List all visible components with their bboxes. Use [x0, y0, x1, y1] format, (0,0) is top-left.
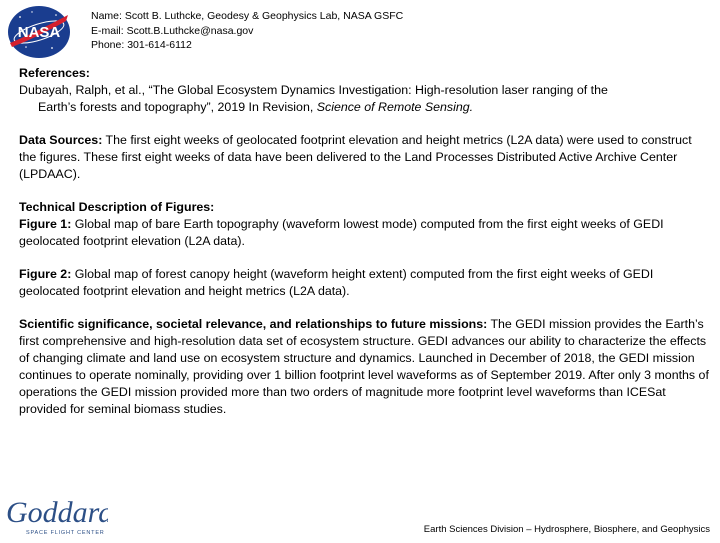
contact-name: Name: Scott B. Luthcke, Geodesy & Geophysics Lab, NASA GSFC — [91, 10, 404, 22]
division-footer: Earth Sciences Division – Hydrosphere, Biosphere, and Geophysics — [423, 524, 710, 535]
goddard-logo — [4, 494, 108, 538]
nasa-logo-text: NASA — [17, 24, 61, 41]
figure1-label: Figure 1: — [19, 217, 72, 231]
technical-heading: Technical Description of Figures: — [19, 200, 215, 214]
references-section — [19, 65, 709, 116]
contact-block — [91, 9, 403, 53]
significance-section — [19, 316, 709, 418]
references-journal: Science of Remote Sensing. — [316, 100, 474, 114]
figure2-text: Global map of forest canopy height (waveform height extent) computed from the first eight weeks of GEDI geolocated footprint elevation and height metrics (L2A data). — [19, 267, 654, 298]
contact-phone: Phone: 301-614-6112 — [91, 39, 192, 51]
data-sources-text: The first eight weeks of geolocated footprint elevation and height metrics (L2A data) were used to construct the figures. These first eight weeks of data have been delivered to the Land Processes Distributed Active Archive Center (LPDAAC). — [19, 133, 692, 181]
goddard-logo-text: Goddard — [6, 496, 108, 529]
main-content — [19, 65, 709, 434]
goddard-tagline: SPACE FLIGHT CENTER — [26, 530, 105, 536]
references-heading: References: — [19, 66, 90, 80]
references-citation: Dubayah, Ralph, et al., “The Global Ecosystem Dynamics Investigation: High-resolution laser ranging of the — [19, 83, 608, 97]
significance-text: The GEDI mission provides the Earth’s first comprehensive and high-resolution data set of ecosystem structure. GEDI advances our ability to characterize the effects of changing climate and land use on ecosystem structure and dynamics. Launched in December of 2018, the GEDI mission continues to operate nominally, providing over 1 billion footprint level waveforms as of September 2019. After only 3 months of operations the GEDI mission provided more than two orders of magnitude more footprint level waveforms than ICESat provided for seminal biomass studies. — [19, 317, 709, 416]
figure1-text: Global map of bare Earth topography (waveform lowest mode) computed from the first eight weeks of GEDI geolocated footprint elevation (L2A data). — [19, 217, 664, 248]
technical-section — [19, 199, 709, 250]
references-citation-cont: Earth’s forests and topography”, 2019 In Revision, — [38, 100, 317, 114]
figure2-section — [19, 266, 709, 300]
data-sources-section — [19, 132, 709, 183]
significance-heading: Scientific significance, societal relevance, and relationships to future missions: — [19, 317, 488, 331]
figure2-label: Figure 2: — [19, 267, 72, 281]
data-sources-heading: Data Sources: — [19, 133, 103, 147]
nasa-logo — [4, 3, 74, 61]
contact-email: E-mail: Scott.B.Luthcke@nasa.gov — [91, 24, 254, 37]
